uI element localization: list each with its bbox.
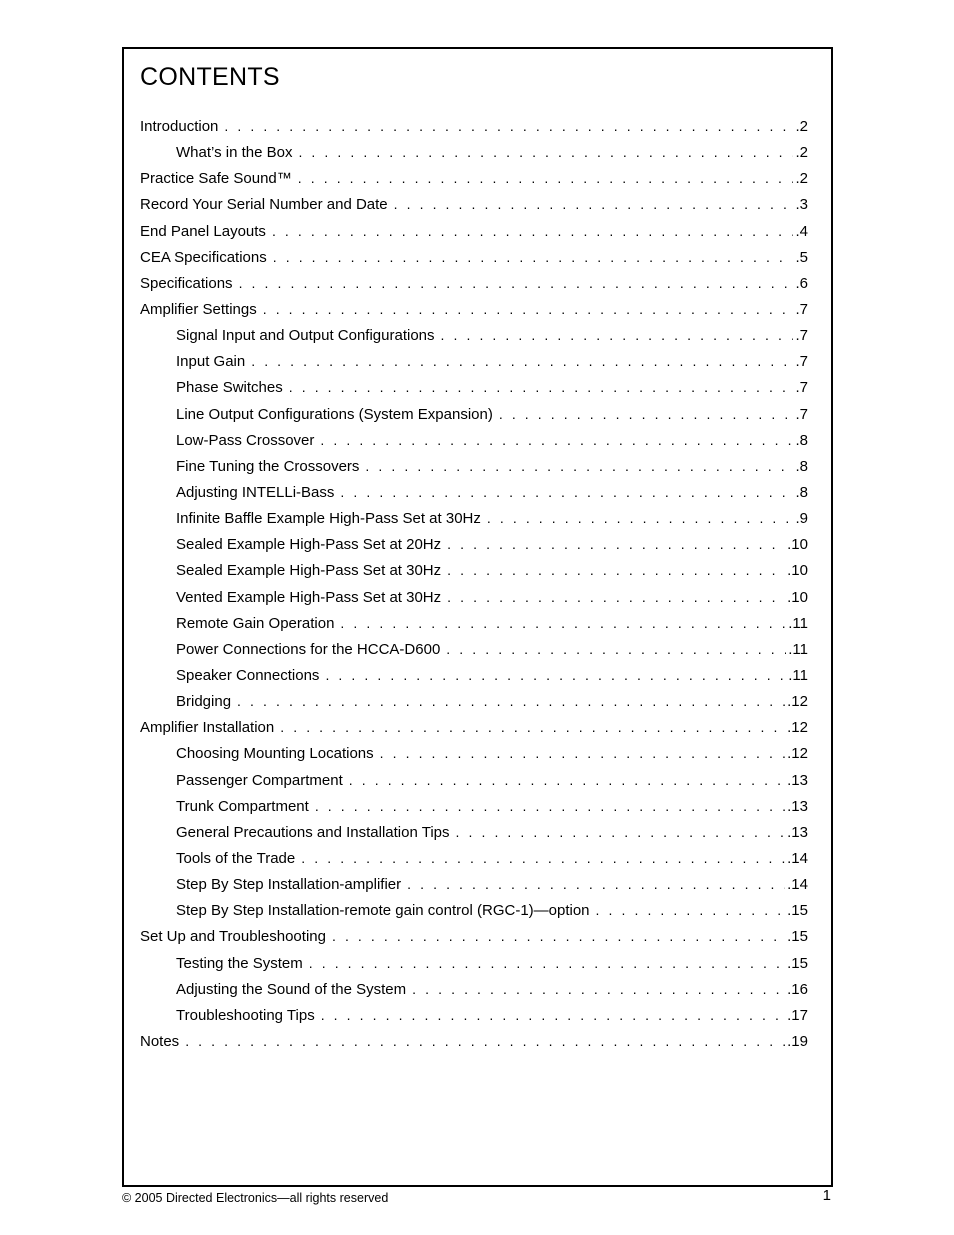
toc-entry-page: .10 (787, 562, 808, 580)
toc-entry-label: Vented Example High-Pass Set at 30Hz (176, 588, 442, 606)
dot-leader (340, 479, 793, 505)
toc-entry[interactable] (140, 923, 808, 949)
dot-leader (407, 871, 785, 897)
toc-subentry[interactable] (140, 374, 808, 400)
toc-subentry[interactable] (140, 401, 808, 427)
toc-entry-label: Phase Switches (176, 379, 283, 397)
toc-entry-label: Step By Step Installation-amplifier (176, 876, 402, 894)
toc-entry[interactable] (140, 113, 808, 139)
toc-entry-page: .11 (788, 614, 808, 632)
toc-entry-label: Amplifier Settings (140, 300, 257, 318)
page-number: 1 (822, 1187, 831, 1204)
toc-entry-label: Fine Tuning the Crossovers (176, 457, 360, 475)
toc-entry-label: Remote Gain Operation (176, 614, 335, 632)
toc-entry-label: Notes (140, 1032, 180, 1050)
toc-entry-page: .7 (795, 405, 808, 423)
toc-entry[interactable] (140, 191, 808, 217)
toc-entry-page: .15 (787, 954, 808, 972)
dot-leader (340, 610, 786, 636)
toc-subentry[interactable] (140, 453, 808, 479)
toc-entry-page: .12 (787, 693, 808, 711)
toc-entry-page: .4 (795, 222, 808, 240)
table-of-contents (140, 113, 808, 1054)
toc-entry-label: Sealed Example High-Pass Set at 30Hz (176, 562, 442, 580)
toc-entry-page: .2 (795, 144, 808, 162)
toc-subentry[interactable] (140, 427, 808, 453)
toc-entry-label: Record Your Serial Number and Date (140, 196, 388, 214)
dot-leader (320, 427, 793, 453)
toc-subentry[interactable] (140, 740, 808, 766)
dot-leader (239, 270, 794, 296)
dot-leader (298, 165, 794, 191)
toc-entry-label: Signal Input and Output Configurations (176, 327, 435, 345)
toc-entry[interactable] (140, 165, 808, 191)
dot-leader (301, 845, 785, 871)
dot-leader (272, 218, 794, 244)
toc-entry-page: .13 (787, 797, 808, 815)
toc-entry-label: Specifications (140, 274, 233, 292)
dot-leader (447, 584, 785, 610)
toc-entry-label: Bridging (176, 693, 232, 711)
toc-entry-label: Set Up and Troubleshooting (140, 928, 326, 946)
dot-leader (349, 767, 785, 793)
toc-entry-page: .11 (788, 666, 808, 684)
dot-leader (298, 139, 793, 165)
toc-entry-page: .7 (795, 379, 808, 397)
dot-leader (394, 191, 794, 217)
toc-entry-label: Infinite Baffle Example High-Pass Set at 30Hz (176, 510, 481, 528)
toc-entry-page: .8 (795, 457, 808, 475)
toc-subentry[interactable] (140, 950, 808, 976)
toc-entry[interactable] (140, 218, 808, 244)
toc-entry-label: Introduction (140, 118, 219, 135)
toc-subentry[interactable] (140, 610, 808, 636)
dot-leader (447, 531, 785, 557)
toc-entry[interactable] (140, 296, 808, 322)
dot-leader (237, 688, 785, 714)
toc-entry-label: Power Connections for the HCCA-D600 (176, 640, 441, 658)
toc-entry[interactable] (140, 244, 808, 270)
toc-subentry[interactable] (140, 793, 808, 819)
dot-leader (499, 401, 794, 427)
dot-leader (456, 819, 786, 845)
dot-leader (487, 505, 794, 531)
toc-entry-page: .9 (795, 510, 808, 528)
dot-leader (185, 1028, 785, 1054)
toc-entry-page: .17 (787, 1006, 808, 1024)
toc-subentry[interactable] (140, 636, 808, 662)
dot-leader (447, 557, 785, 583)
dot-leader (224, 113, 793, 139)
toc-subentry[interactable] (140, 505, 808, 531)
toc-entry-label: Speaker Connections (176, 666, 320, 684)
toc-subentry[interactable] (140, 531, 808, 557)
dot-leader (446, 636, 786, 662)
dot-leader (441, 322, 794, 348)
toc-entry-label: Trunk Compartment (176, 797, 309, 815)
toc-entry-page: .14 (787, 876, 808, 894)
toc-subentry[interactable] (140, 688, 808, 714)
toc-entry-label: Line Output Configurations (System Expansion) (176, 405, 493, 423)
toc-subentry[interactable] (140, 479, 808, 505)
toc-entry-page: .10 (787, 588, 808, 606)
toc-entry-page: .8 (795, 431, 808, 449)
toc-subentry[interactable] (140, 557, 808, 583)
toc-entry-page: .5 (795, 248, 808, 266)
toc-entry-label: Testing the System (176, 954, 303, 972)
toc-entry-label: Adjusting the Sound of the System (176, 980, 407, 998)
dot-leader (332, 923, 785, 949)
toc-entry[interactable] (140, 714, 808, 740)
toc-entry-label: Choosing Mounting Locations (176, 745, 374, 763)
toc-entry-label: Adjusting INTELLi-Bass (176, 483, 335, 501)
toc-entry-label: Amplifier Installation (140, 719, 275, 737)
toc-entry-label: Tools of the Trade (176, 849, 296, 867)
toc-entry-page: .15 (787, 928, 808, 946)
toc-entry-label: General Precautions and Installation Tips (176, 823, 450, 841)
toc-subentry[interactable] (140, 845, 808, 871)
dot-leader (251, 348, 793, 374)
dot-leader (380, 740, 786, 766)
dot-leader (365, 453, 793, 479)
dot-leader (273, 244, 794, 270)
dot-leader (321, 1002, 785, 1028)
toc-entry-label: Step By Step Installation-remote gain control (RGC-1)—option (176, 902, 590, 920)
toc-subentry[interactable] (140, 767, 808, 793)
toc-subentry[interactable] (140, 871, 808, 897)
dot-leader (596, 897, 786, 923)
toc-entry-label: Sealed Example High-Pass Set at 20Hz (176, 536, 442, 554)
toc-subentry[interactable] (140, 897, 808, 923)
toc-entry-page: .12 (787, 719, 808, 737)
toc-subentry[interactable] (140, 139, 808, 165)
dot-leader (263, 296, 794, 322)
toc-entry-label: Low-Pass Crossover (176, 431, 315, 449)
toc-subentry[interactable] (140, 819, 808, 845)
toc-entry-label: Input Gain (176, 353, 246, 371)
dot-leader (280, 714, 785, 740)
toc-entry-page: .7 (795, 300, 808, 318)
copyright-notice: © 2005 Directed Electronics—all rights reserved (122, 1191, 389, 1205)
dot-leader (309, 950, 785, 976)
toc-subentry[interactable] (140, 348, 808, 374)
toc-subentry[interactable] (140, 322, 808, 348)
toc-entry-label: Passenger Compartment (176, 771, 343, 789)
toc-entry-page: .7 (795, 353, 808, 371)
toc-entry-label: Practice Safe Sound™ (140, 170, 292, 188)
toc-entry-page: .13 (787, 771, 808, 789)
toc-entry-page: .19 (787, 1032, 808, 1050)
toc-entry-page: .8 (795, 483, 808, 501)
toc-entry-page: .3 (795, 196, 808, 214)
toc-subentry[interactable] (140, 976, 808, 1002)
toc-entry-page: .2 (795, 170, 808, 188)
toc-entry-label: Troubleshooting Tips (176, 1006, 315, 1024)
toc-subentry[interactable] (140, 662, 808, 688)
toc-entry-page: .14 (787, 849, 808, 867)
toc-entry[interactable] (140, 270, 808, 296)
toc-entry-label: What’s in the Box (176, 144, 293, 162)
page-title: CONTENTS (140, 63, 280, 91)
toc-entry-page: .11 (788, 640, 808, 658)
dot-leader (315, 793, 785, 819)
toc-entry-page: .7 (795, 327, 808, 345)
toc-entry-page: .2 (795, 118, 808, 135)
dot-leader (289, 374, 794, 400)
toc-subentry[interactable] (140, 1002, 808, 1028)
toc-entry-page: .10 (787, 536, 808, 554)
toc-entry-label: End Panel Layouts (140, 222, 266, 240)
toc-subentry[interactable] (140, 584, 808, 610)
toc-entry-page: .12 (787, 745, 808, 763)
dot-leader (412, 976, 785, 1002)
toc-entry-page: .16 (787, 980, 808, 998)
dot-leader (325, 662, 786, 688)
toc-entry-label: CEA Specifications (140, 248, 267, 266)
toc-entry-page: .6 (795, 274, 808, 292)
toc-entry-page: .15 (787, 902, 808, 920)
toc-entry[interactable] (140, 1028, 808, 1054)
toc-entry-page: .13 (787, 823, 808, 841)
